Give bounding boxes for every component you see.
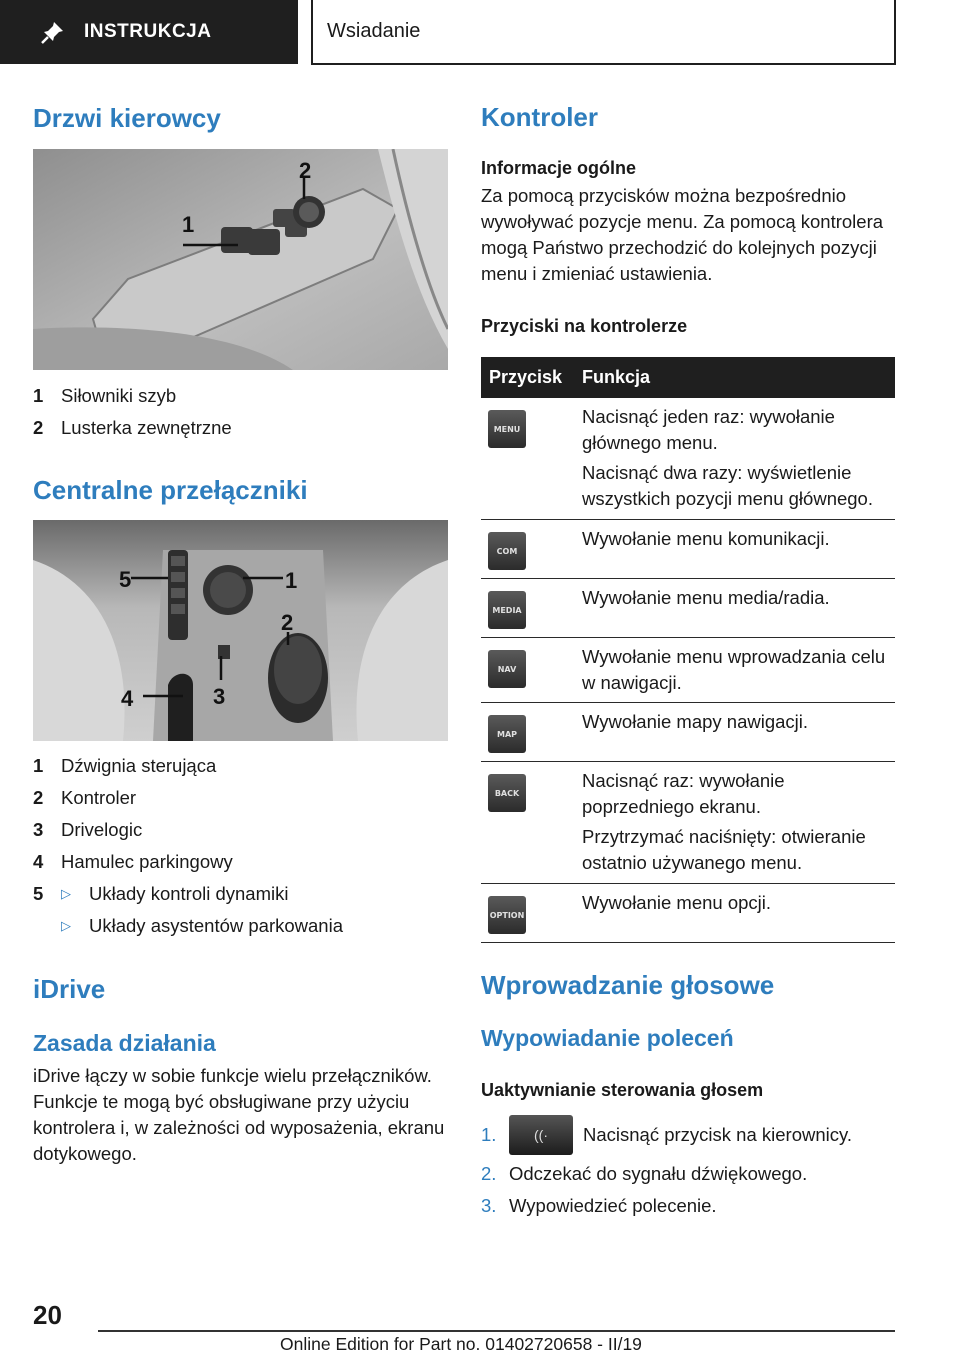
legend-item: 5 ▷ Układy kontroli dynamiki <box>33 883 289 904</box>
table-row: COM Wywołanie menu komunikacji. <box>481 520 895 579</box>
voice-control-button-icon: ((· <box>509 1115 573 1155</box>
table-row: NAV Wywołanie menu wprowadzania celu w nawigacji. <box>481 638 895 703</box>
controller-buttons-heading: Przyciski na kontrolerze <box>481 316 688 336</box>
chapter-title-box <box>311 0 896 65</box>
map-button-icon: MAP <box>488 715 526 753</box>
idrive-text: iDrive łączy w sobie funkcje wielu przełączników. Funkcje te mogą być obsługiwane przy użyciu kontrolera i, w zależności od wyposażenia, ekranu dotykowego. <box>33 1065 445 1164</box>
pushpin-icon <box>40 19 66 45</box>
legend-item: 1 Dźwignia sterująca <box>33 755 217 776</box>
page-number: 20 <box>33 1300 62 1330</box>
legend-item: ▷ Układy asystentów parkowania <box>61 915 343 936</box>
nav-button-icon: NAV <box>488 650 526 688</box>
edition-text: Online Edition for Part no. 01402720658 - II/19 <box>280 1334 642 1354</box>
callout-5: 5 <box>119 567 132 592</box>
table-row: OPTION Wywołanie menu opcji. <box>481 884 895 943</box>
voice-title: Wprowadzanie głosowe <box>481 970 775 1000</box>
media-button-icon: MEDIA <box>488 591 526 629</box>
table-row: MENU Nacisnąć jeden raz: wywołanie głównego menu. Nacisnąć dwa razy: wyświetlenie wszystkich pozycji menu głównego. <box>481 398 895 520</box>
callout-2: 2 <box>299 158 312 183</box>
legend-item: 2 Kontroler <box>33 787 137 808</box>
callout-1: 1 <box>285 568 298 593</box>
center-console-photo <box>33 520 448 741</box>
general-info-heading: Informacje ogólne <box>481 158 637 178</box>
list-item: 2. Odczekać do sygnału dźwiękowego. <box>481 1163 808 1184</box>
legend-item: 3 Drivelogic <box>33 819 143 840</box>
header-section-tab[interactable] <box>0 0 298 64</box>
table-row: BACK Nacisnąć raz: wywołanie poprzedniego ekranu. Przytrzymać naciśnięty: otwieranie ostatnio używanego menu. <box>481 762 895 884</box>
section-label: INSTRUKCJA <box>84 21 212 42</box>
table-row: MEDIA Wywołanie menu media/radia. <box>481 579 895 638</box>
legend-item: 2 Lusterka zewnętrzne <box>33 417 232 438</box>
driver-door-photo <box>33 149 448 370</box>
chapter-title: Wsiadanie <box>327 20 421 42</box>
menu-button-icon: MENU <box>488 410 526 448</box>
center-switches-legend <box>33 750 448 942</box>
list-item: 3. Wypowiedzieć polecenie. <box>481 1195 717 1216</box>
triangle-bullet-icon: ▷ <box>61 886 71 901</box>
driver-door-title: Drzwi kierowcy <box>33 103 221 133</box>
legend-item: 4 Hamulec parkingowy <box>33 851 233 872</box>
center-switches-title: Centralne przełączniki <box>33 475 308 505</box>
voice-subtitle: Wypowiadanie poleceń <box>481 1025 734 1051</box>
callout-1: 1 <box>182 212 195 237</box>
voice-steps <box>481 1112 895 1222</box>
callout-3: 3 <box>213 684 226 709</box>
option-button-icon: OPTION <box>488 896 526 934</box>
general-info-text: Za pomocą przycisków można bezpośrednio wywoływać pozycje menu. Za pomocą kontrolera mogą Państwo przechodzić do kolejnych pozycji menu i zmieniać ustawienia. <box>481 185 884 284</box>
back-button-icon: BACK <box>488 774 526 812</box>
controller-title: Kontroler <box>481 102 598 132</box>
controller-buttons-table <box>481 357 895 943</box>
callout-4: 4 <box>121 686 134 711</box>
idrive-title: iDrive <box>33 974 106 1004</box>
footer-divider <box>98 1330 895 1332</box>
triangle-bullet-icon: ▷ <box>61 918 71 933</box>
driver-door-legend <box>33 380 448 444</box>
idrive-subtitle: Zasada działania <box>33 1030 216 1056</box>
table-header: Przycisk Funkcja <box>481 357 895 398</box>
voice-activate-heading: Uaktywnianie sterowania głosem <box>481 1080 764 1100</box>
legend-item: 1 Siłowniki szyb <box>33 385 177 406</box>
callout-2: 2 <box>281 610 294 635</box>
com-button-icon: COM <box>488 532 526 570</box>
list-item: 1. ((· Nacisnąć przycisk na kierownicy. <box>481 1112 895 1158</box>
table-row: MAP Wywołanie mapy nawigacji. <box>481 703 895 762</box>
